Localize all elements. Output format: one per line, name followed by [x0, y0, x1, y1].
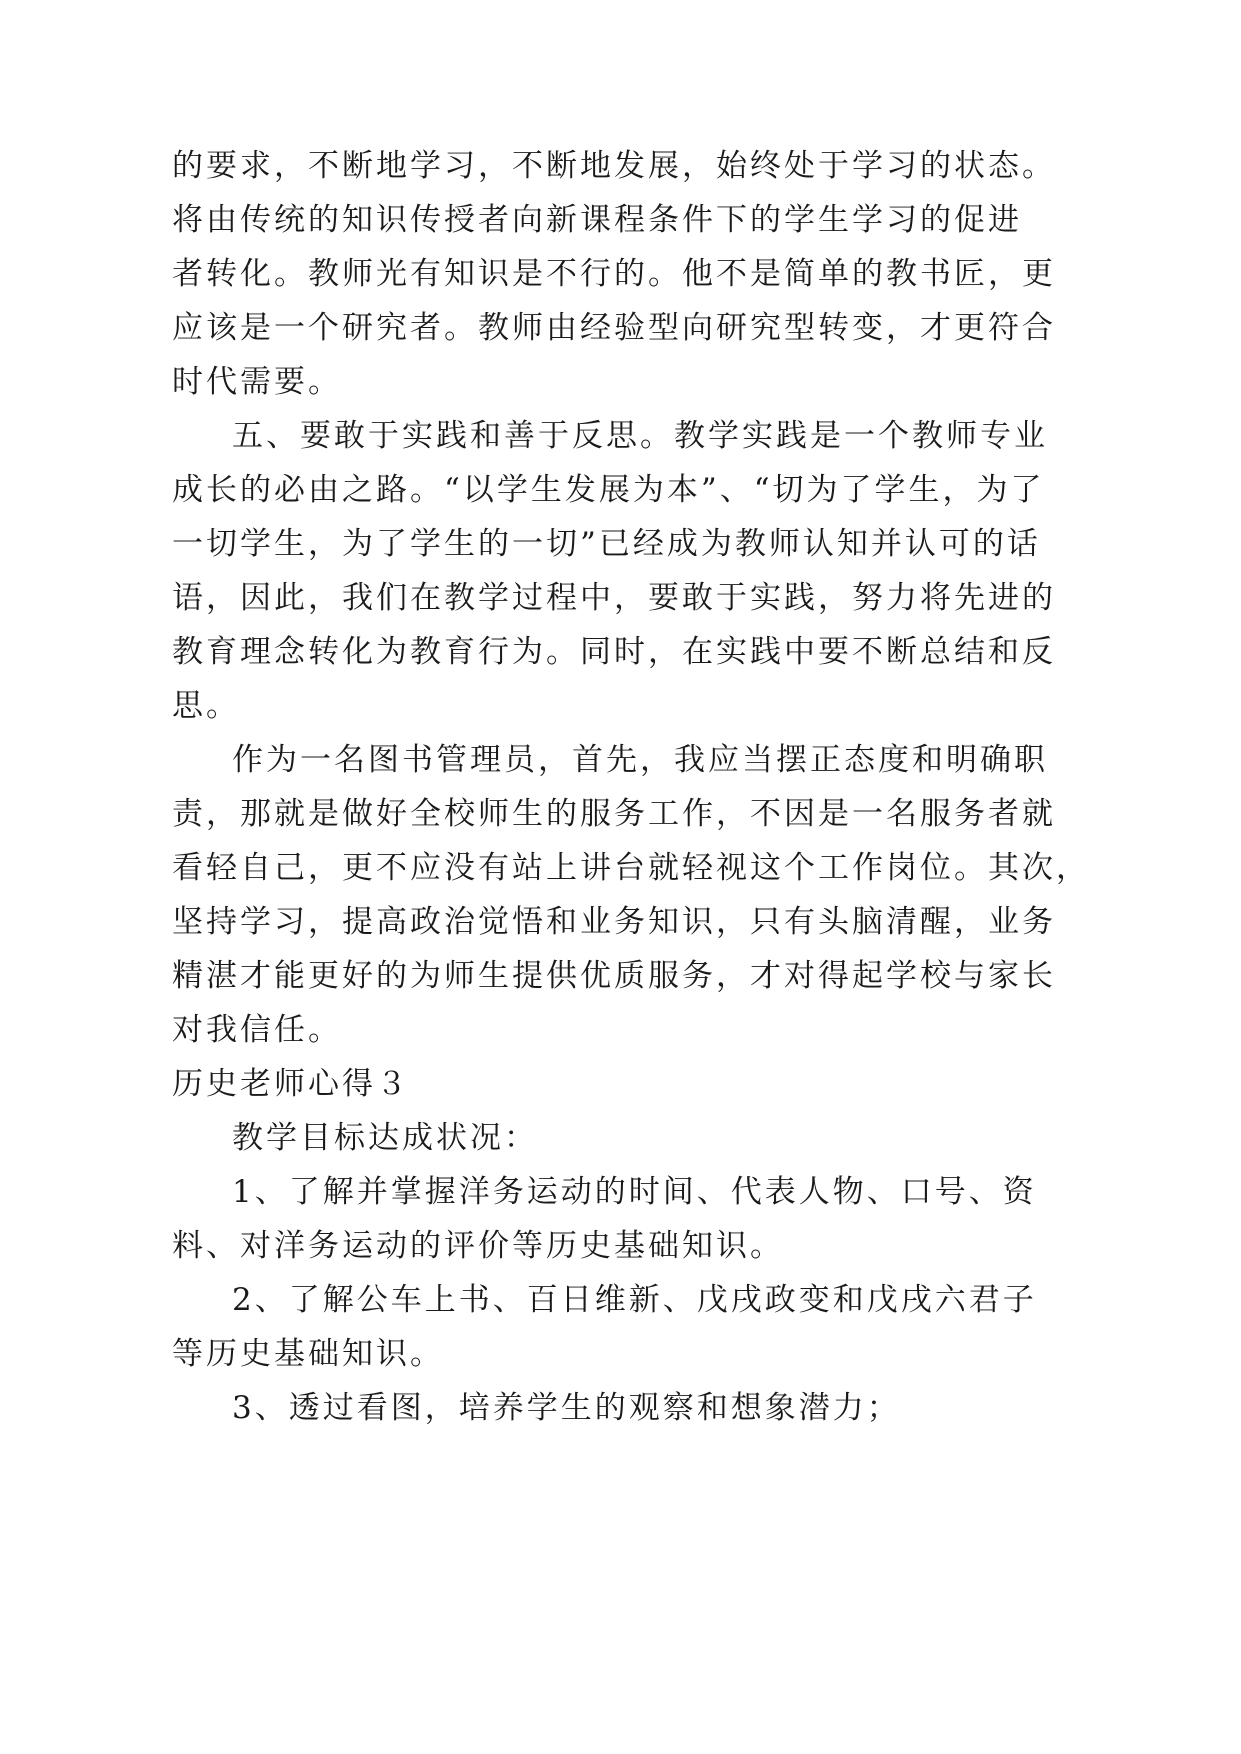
- list-item-3: 3、透过看图，培养学生的观察和想象潜力；: [232, 1390, 901, 1426]
- text-line: 教育理念转化为教育行为。同时，在实践中要不断总结和反: [172, 634, 1056, 670]
- paragraph-start: 五、要敢于实践和善于反思。教学实践是一个教师专业: [232, 418, 1048, 454]
- text-line: 一切学生，为了学生的一切”已经成为教师认知并认可的话: [172, 526, 1041, 562]
- list-item-1: 1、了解并掌握洋务运动的时间、代表人物、口号、资: [232, 1174, 1037, 1210]
- text-line: 思。: [172, 688, 240, 724]
- text-line: 语，因此，我们在教学过程中，要敢于实践，努力将先进的: [172, 580, 1056, 616]
- text-line: 将由传统的知识传授者向新课程条件下的学生学习的促进: [172, 202, 1022, 238]
- text-line: 的要求，不断地学习，不断地发展，始终处于学习的状态。: [172, 148, 1056, 184]
- text-line: 时代需要。: [172, 364, 342, 400]
- text-line: 看轻自己，更不应没有站上讲台就轻视这个工作岗位。其次，: [172, 850, 1090, 886]
- text-line: 等历史基础知识。: [172, 1336, 444, 1372]
- text-line: 成长的必由之路。“以学生发展为本”、“切为了学生，为了: [172, 472, 1045, 508]
- text-line: 坚持学习，提高政治觉悟和业务知识，只有头脑清醒，业务: [172, 904, 1056, 940]
- text-line: 精湛才能更好的为师生提供优质服务，才对得起学校与家长: [172, 958, 1056, 994]
- paragraph-start: 作为一名图书管理员，首先，我应当摆正态度和明确职: [232, 742, 1048, 778]
- section-heading: 历史老师心得３: [172, 1066, 410, 1102]
- text-line: 应该是一个研究者。教师由经验型向研究型转变，才更符合: [172, 310, 1056, 346]
- text-line: 对我信任。: [172, 1012, 342, 1048]
- text-line: 者转化。教师光有知识是不行的。他不是简单的教书匠，更: [172, 256, 1056, 292]
- paragraph-start: 教学目标达成状况：: [232, 1120, 538, 1156]
- text-line: 责，那就是做好全校师生的服务工作，不因是一名服务者就: [172, 796, 1056, 832]
- text-line: 料、对洋务运动的评价等历史基础知识。: [172, 1228, 784, 1264]
- list-item-2: 2、了解公车上书、百日维新、戊戌政变和戊戌六君子: [232, 1282, 1037, 1318]
